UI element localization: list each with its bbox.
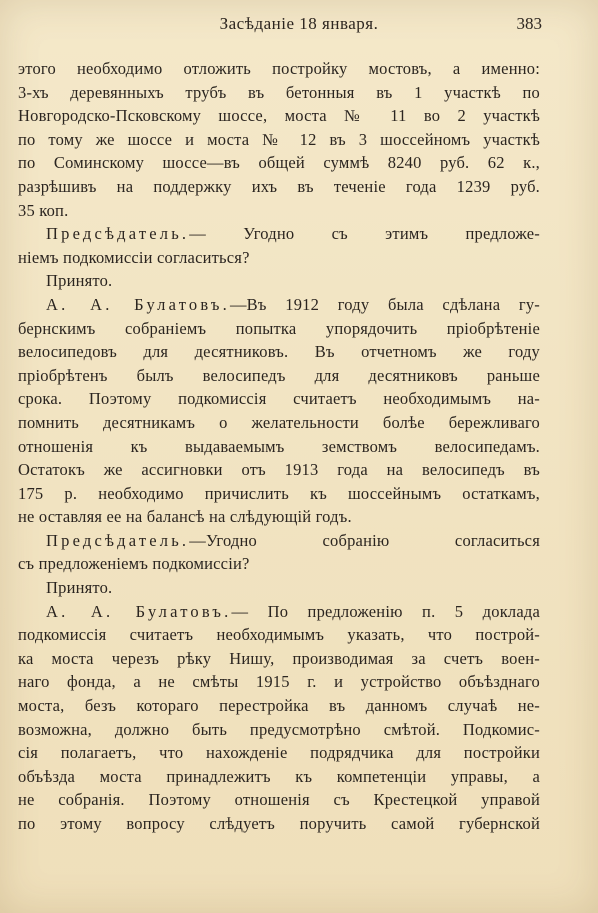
text-line: бернскимъ собраніемъ попытка упорядочить пріобрѣтеніе xyxy=(18,318,540,338)
text-line: этого необходимо отложить постройку мостовъ, а именно: xyxy=(18,59,540,78)
speaker-name: Предсѣдатель. xyxy=(46,530,190,550)
text-line: ка моста черезъ рѣку Нишу, производимая за счетъ воен- xyxy=(18,648,540,668)
text-line: 175 р. необходимо причислить къ шоссейнымъ остаткамъ, xyxy=(18,483,540,503)
page-header xyxy=(0,14,598,42)
text-line xyxy=(18,529,540,553)
text-line: по Соминскому шоссе—въ общей суммѣ 8240 руб. 62 к., xyxy=(18,153,540,173)
text-line: сія полагаетъ, что нахожденіе подрядчика для постройки xyxy=(18,743,540,763)
text-line: не собранія. Поэтому отношенія съ Крестецкой управой xyxy=(18,790,540,810)
paragraph xyxy=(18,269,540,293)
text-line xyxy=(18,293,540,317)
running-title: Засѣданіе 18 января. xyxy=(219,14,379,33)
paragraph xyxy=(18,222,540,269)
text-line: подкомиссія считаетъ необходимымъ указать, что построй- xyxy=(18,625,540,645)
text-line: по этому вопросу слѣдуетъ поручить самой губернской xyxy=(18,814,540,833)
speech-text: — По предложенію п. 5 доклада xyxy=(231,601,540,621)
text-line: помнить десятникамъ о желательности болѣе бережливаго xyxy=(18,412,540,432)
speech-text: —Угодно собранію согласиться xyxy=(189,530,540,550)
paragraph xyxy=(18,529,540,576)
text-line xyxy=(18,600,540,624)
paragraph xyxy=(18,57,540,222)
speech-text: — Угодно съ этимъ предложе- xyxy=(189,224,540,244)
text-line: 35 коп. xyxy=(18,200,69,220)
speech-text: —Въ 1912 году была сдѣлана гу- xyxy=(229,294,540,314)
paragraph xyxy=(18,293,540,529)
text-line: 3-хъ деревянныхъ трубъ въ бетонныя въ 1 участкѣ по xyxy=(18,82,540,102)
speaker-name: А. А. Булатовъ. xyxy=(46,601,232,621)
page-number: 383 xyxy=(516,14,542,33)
paragraph xyxy=(18,576,540,600)
speaker-name: А. А. Булатовъ. xyxy=(46,294,230,314)
text-line: пріобрѣтенъ былъ велосипедъ для десятниковъ раньше xyxy=(18,365,540,385)
text-line: объѣзда моста принадлежитъ къ компетенціи управы, а xyxy=(18,766,540,786)
text-line: велосипедовъ для десятниковъ. Въ отчетномъ же году xyxy=(18,342,540,362)
text-line: ніемъ подкомиссіи согласиться? xyxy=(18,247,250,267)
body-text xyxy=(18,57,540,836)
text-line: по тому же шоссе и моста № 12 въ 3 шоссейномъ участкѣ xyxy=(18,129,540,149)
text-line: наго фонда, а не смѣты 1915 г. и устройство объѣзднаго xyxy=(18,672,540,692)
text-line: съ предложеніемъ подкомиссіи? xyxy=(18,554,250,574)
paragraph xyxy=(18,600,540,836)
text-line: отношенія къ выдаваемымъ земствомъ велосипедамъ. xyxy=(18,436,540,456)
text-line: возможна, должно быть предусмотрѣно смѣтой. Подкомис- xyxy=(18,719,540,739)
text-line: срока. Поэтому подкомиссія считаетъ необходимымъ на- xyxy=(18,389,540,409)
text-line: не оставляя ее на балансѣ на слѣдующій годъ. xyxy=(18,507,352,527)
text-line: разрѣшивъ на поддержку ихъ въ теченіе года 1239 руб. xyxy=(18,176,540,196)
text-line: Принято. xyxy=(46,271,113,291)
text-line: моста, безъ котораго перестройка въ данномъ случаѣ не- xyxy=(18,696,540,716)
text-line: Принято. xyxy=(46,578,113,598)
text-line: Новгородско-Псковскому шоссе, моста № 11 во 2 участкѣ xyxy=(18,106,540,126)
text-line xyxy=(18,222,540,246)
text-line: Остатокъ же ассигновки отъ 1913 года на велосипедъ въ xyxy=(18,460,540,480)
speaker-name: Предсѣдатель. xyxy=(46,224,190,244)
